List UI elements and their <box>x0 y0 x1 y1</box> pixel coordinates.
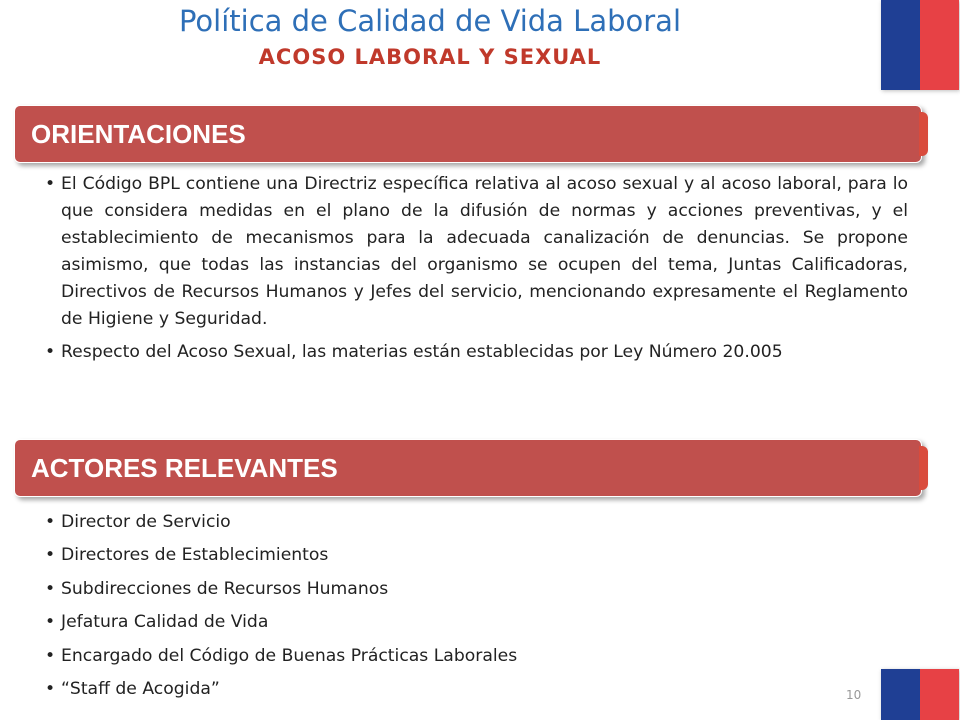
chile-flag-logo-bottom <box>881 669 959 720</box>
list-item: • Director de Servicio <box>44 506 908 539</box>
list-item: • Subdirecciones de Recursos Humanos <box>44 573 908 606</box>
list-item: • Encargado del Código de Buenas Prácticas Laborales <box>44 640 908 673</box>
flag-red-stripe <box>920 0 959 90</box>
page-number: 10 <box>846 688 862 702</box>
flag-blue-stripe <box>881 669 920 720</box>
list-item: • El Código BPL contiene una Directriz específica relativa al acoso sexual y al acoso laboral, para lo que considera medidas en el plano de la difusión de normas y acciones preventivas, y el establecimiento de mecanismos para la adecuada canalización de denuncias. Se propone asimismo, que todas las instancias del organismo se ocupen del tema, Juntas Calificadoras, Directivos de Recursos Humanos y Jefes del servicio, mencionando expresamente el Reglamento de Higiene y Seguridad. <box>44 171 908 333</box>
flag-red-stripe <box>920 669 959 720</box>
section-header-orientaciones <box>14 105 922 163</box>
orientaciones-list <box>44 171 908 366</box>
page-subtitle: ACOSO LABORAL Y SEXUAL <box>258 45 602 69</box>
list-item: • “Staff de Acogida” <box>44 673 908 706</box>
page-title: Política de Calidad de Vida Laboral <box>178 4 682 38</box>
section-header-actores <box>14 439 922 497</box>
section-heading: ORIENTACIONES <box>31 119 246 149</box>
list-item: • Directores de Establecimientos <box>44 539 908 572</box>
section-heading: ACTORES RELEVANTES <box>31 453 338 483</box>
list-item: • Jefatura Calidad de Vida <box>44 606 908 639</box>
list-item: • Respecto del Acoso Sexual, las materias están establecidas por Ley Número 20.005 <box>44 339 908 366</box>
chile-flag-logo-top <box>881 0 959 90</box>
flag-blue-stripe <box>881 0 920 90</box>
actores-list <box>44 506 908 706</box>
